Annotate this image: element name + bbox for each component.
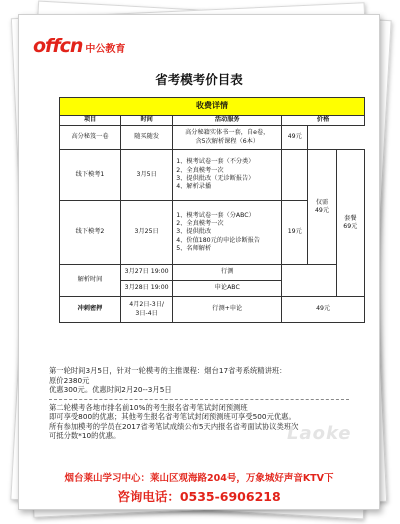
row-time: 3月5日 (121, 150, 173, 201)
table-row (60, 126, 365, 150)
service-line: 4、解析录播 (176, 183, 212, 191)
package-price-value: 69元 (343, 223, 358, 230)
note-line: 原价2380元 (49, 375, 90, 385)
service-line: 1、模考试卷一套（分ABC） (176, 211, 255, 219)
row-service: 行测+申论 (173, 297, 282, 323)
note-line: 即可享受800的优惠；其他考生报名省考笔试封闭预测班可享受500元优惠。 (49, 412, 296, 421)
logo-name: 中公教育 (85, 44, 126, 55)
service-line: 高分秘籍实体书一套，自e卷， (185, 129, 270, 137)
row-time: 3月25日 (121, 201, 173, 265)
row-price-empty (282, 150, 308, 201)
table-header-row (60, 116, 365, 126)
row-price: 49元 (282, 297, 365, 323)
row-time (121, 297, 173, 323)
offcn-logo (33, 35, 125, 57)
note-line: 第一轮时间3月5日，针对一轮模考的主推课程：烟台17省考系统精讲班： (49, 366, 287, 375)
row-service: 申论ABC (173, 281, 282, 297)
service-line: 3、提供批改 (176, 228, 212, 236)
row-time: 3月28日 19:00 (121, 281, 173, 297)
note-line: 可抵分数*10的优惠。 (49, 431, 121, 440)
row-item: 解析时间 (60, 265, 121, 297)
empty-cell (308, 126, 365, 150)
row-service (173, 126, 282, 150)
table-row (60, 297, 365, 323)
row-item: 高分秘笈一卷 (60, 126, 121, 150)
empty-cell (282, 265, 336, 297)
service-line: 2、全真模考一次 (176, 166, 224, 174)
time-line: 3日-4日 (135, 309, 158, 317)
row-item: 线下模考1 (60, 150, 121, 201)
service-line: 2、全真模考一次 (176, 219, 224, 227)
header-item: 项目 (60, 116, 121, 126)
package-price (336, 150, 364, 297)
table-banner: 收费详情 (60, 98, 365, 116)
table-row (60, 265, 365, 281)
row-item: 线下模考2 (60, 201, 121, 265)
header-service: 活动服务 (173, 116, 282, 126)
logo-brand: offcn (33, 35, 83, 57)
phone-line: 咨询电话：0535-6906218 (117, 489, 281, 504)
package-price-label: 套餐 (344, 214, 357, 222)
header-time: 时间 (121, 116, 173, 126)
single-price-label: 仅需 (315, 198, 329, 206)
watermark: Laoke (287, 423, 352, 444)
row-service (173, 150, 282, 201)
row-service (173, 201, 282, 265)
row-item: 冲刺密押 (60, 297, 121, 323)
row-price: 19元 (282, 201, 308, 265)
dashed-divider (49, 399, 349, 400)
service-line: 含5次解析课程（6本） (195, 137, 260, 145)
note-line: 第二轮模考各地市排名前10%的考生报名省考笔试封闭预测班 (49, 402, 248, 412)
note-line: 所有参加模考的学员在2017省考笔试成绩公布5天内报名省考面试协议类班次 (49, 421, 299, 431)
address-line: 烟台莱山学习中心：莱山区观海路204号，万象城好声音KTV下 (64, 473, 334, 484)
note-line: 优惠300元。优惠时间2月20--3月5日 (49, 385, 172, 394)
row-time: 随买随发 (121, 126, 173, 150)
row-price: 49元 (282, 126, 308, 150)
service-line: 1、模考试卷一套（不分类） (176, 158, 255, 166)
table-row (60, 150, 365, 201)
time-line: 4月2日-3日/ (129, 301, 164, 309)
row-time: 3月27日 19:00 (121, 265, 173, 281)
row-service: 行测 (173, 265, 282, 281)
service-line: 5、名师解析 (176, 245, 212, 253)
price-table (59, 97, 365, 323)
price-sheet (18, 14, 380, 510)
page-title: 省考模考价目表 (155, 72, 243, 87)
header-price: 价格 (282, 116, 365, 126)
single-price-value: 49元 (314, 207, 330, 214)
single-price (308, 150, 336, 265)
service-line: 3、提供批改（无诊断报告） (176, 175, 255, 182)
service-line: 4、价值180元的申论诊断报告 (176, 236, 261, 244)
